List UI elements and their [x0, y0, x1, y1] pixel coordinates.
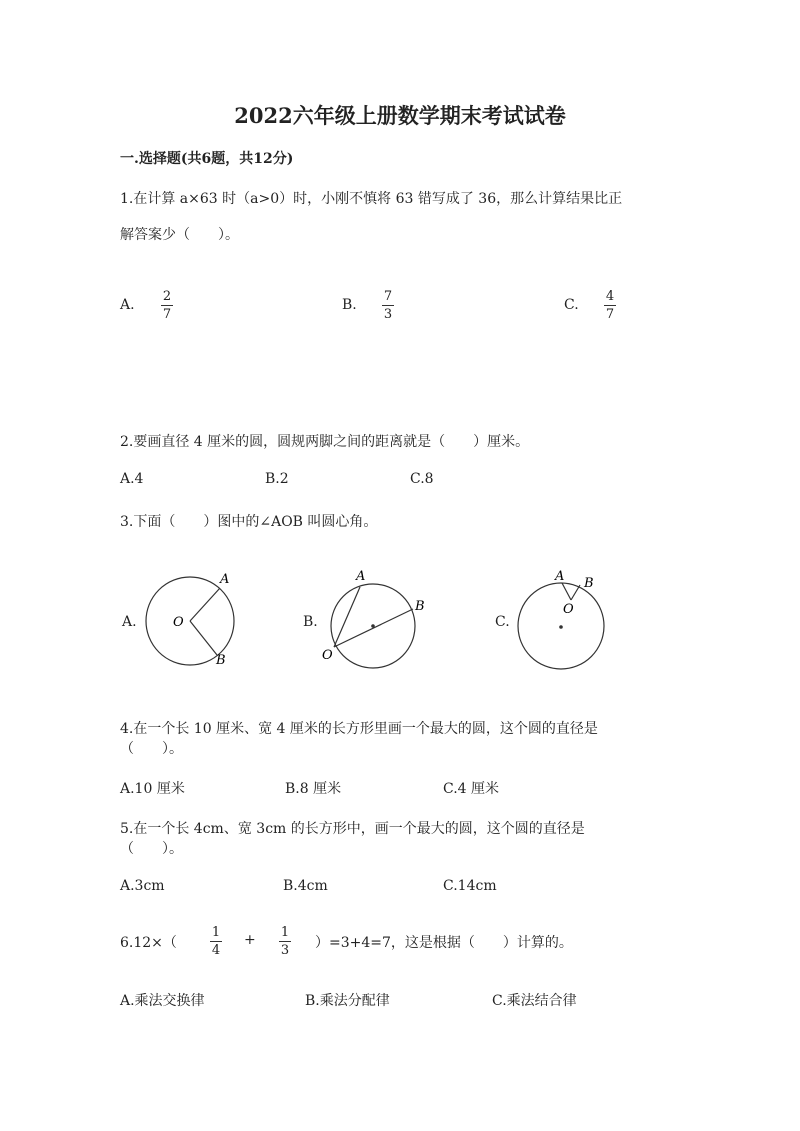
q4-option-b[interactable]: B.8 厘米 — [285, 781, 342, 797]
q2-option-c[interactable]: C.8 — [410, 471, 434, 487]
q5-option-a[interactable]: A.3cm — [120, 878, 165, 894]
q6-suffix: ）=3+4=7，这是根据（ ）计算的。 — [315, 935, 573, 951]
section-heading: 一.选择题(共6题，共12分) — [120, 151, 294, 167]
q1-option-c-letter[interactable]: C. — [564, 297, 579, 313]
figure-c-center-dot — [559, 625, 563, 629]
q4-text-line1: 4.在一个长 10 厘米、宽 4 厘米的长方形里画一个最大的圆，这个圆的直径是 — [120, 721, 598, 737]
q1-option-a-numerator: 2 — [162, 289, 172, 304]
fraction-bar — [382, 305, 394, 306]
q1-option-c-denominator: 7 — [605, 307, 615, 322]
q5-text-line1: 5.在一个长 4cm、宽 3cm 的长方形中，画一个最大的圆，这个圆的直径是 — [120, 821, 585, 837]
q1-option-c-fraction — [604, 289, 616, 322]
figure-a-label-o: O — [173, 615, 184, 630]
q6-prefix: 6.12×（ — [120, 935, 177, 951]
q5-text-line2: （ ）。 — [120, 841, 183, 857]
q1-option-b-denominator: 3 — [383, 307, 393, 322]
q4-option-c[interactable]: C.4 厘米 — [443, 781, 500, 797]
figure-b-label-a: A — [356, 569, 366, 584]
q5-option-b[interactable]: B.4cm — [283, 878, 328, 894]
q6-fraction-2-numerator: 1 — [280, 925, 290, 940]
figure-b-label-b: B — [415, 599, 425, 614]
figure-b-chord-oa — [334, 587, 360, 647]
q1-text-line1: 1.在计算 a×63 时（a>0）时，小刚不慎将 63 错写成了 36，那么计算结果比正 — [120, 191, 623, 207]
q6-fraction-2-denominator: 3 — [280, 943, 290, 958]
q4-option-a[interactable]: A.10 厘米 — [120, 781, 185, 797]
q1-text-line2: 解答案少（ ）。 — [120, 227, 239, 243]
q3-option-a-letter[interactable]: A. — [122, 614, 137, 630]
figure-a-radius-ob — [190, 621, 217, 655]
figure-a-label-a: A — [220, 572, 230, 587]
q3-figure-b — [318, 565, 438, 675]
fraction-bar — [604, 305, 616, 306]
q6-fraction-1 — [210, 925, 222, 958]
q6-option-c[interactable]: C.乘法结合律 — [492, 993, 577, 1009]
figure-c-segment-ob — [571, 585, 580, 600]
figure-b-label-o: O — [322, 648, 333, 663]
figure-b-chord-ob — [334, 609, 413, 647]
q6-option-a[interactable]: A.乘法交换律 — [120, 993, 205, 1009]
q3-option-b-letter[interactable]: B. — [303, 614, 318, 630]
figure-c-label-o: O — [563, 602, 574, 617]
q3-text: 3.下面（ ）图中的∠AOB 叫圆心角。 — [120, 514, 378, 530]
q6-option-b[interactable]: B.乘法分配律 — [305, 993, 390, 1009]
q3-figure-c — [510, 565, 620, 675]
q6-fraction-1-denominator: 4 — [211, 943, 221, 958]
q6-fraction-2 — [279, 925, 291, 958]
figure-a-radius-oa — [190, 588, 220, 621]
page-title: 2022六年级上册数学期末考试试卷 — [234, 103, 566, 128]
q2-option-b[interactable]: B.2 — [265, 471, 289, 487]
q1-option-a-denominator: 7 — [162, 307, 172, 322]
q3-option-c-letter[interactable]: C. — [495, 614, 510, 630]
q1-option-b-numerator: 7 — [383, 289, 393, 304]
figure-c-label-b: B — [584, 576, 594, 591]
fraction-bar — [161, 305, 173, 306]
figure-a-label-b: B — [216, 653, 226, 668]
fraction-bar — [279, 941, 291, 942]
q1-option-c-numerator: 4 — [605, 289, 615, 304]
q2-text: 2.要画直径 4 厘米的圆，圆规两脚之间的距离就是（ ）厘米。 — [120, 434, 530, 450]
q2-option-a[interactable]: A.4 — [120, 471, 144, 487]
figure-c-segment-oa — [562, 583, 571, 600]
q4-text-line2: （ ）。 — [120, 741, 183, 757]
q1-option-b-letter[interactable]: B. — [342, 297, 357, 313]
q6-plus-sign: + — [244, 932, 256, 948]
q1-option-b-fraction — [382, 289, 394, 322]
q6-fraction-1-numerator: 1 — [211, 925, 221, 940]
q3-figure-a — [140, 565, 250, 675]
q5-option-c[interactable]: C.14cm — [443, 878, 497, 894]
fraction-bar — [210, 941, 222, 942]
figure-c-label-a: A — [555, 569, 565, 584]
q1-option-a-fraction — [161, 289, 173, 322]
q1-option-a-letter[interactable]: A. — [120, 297, 135, 313]
